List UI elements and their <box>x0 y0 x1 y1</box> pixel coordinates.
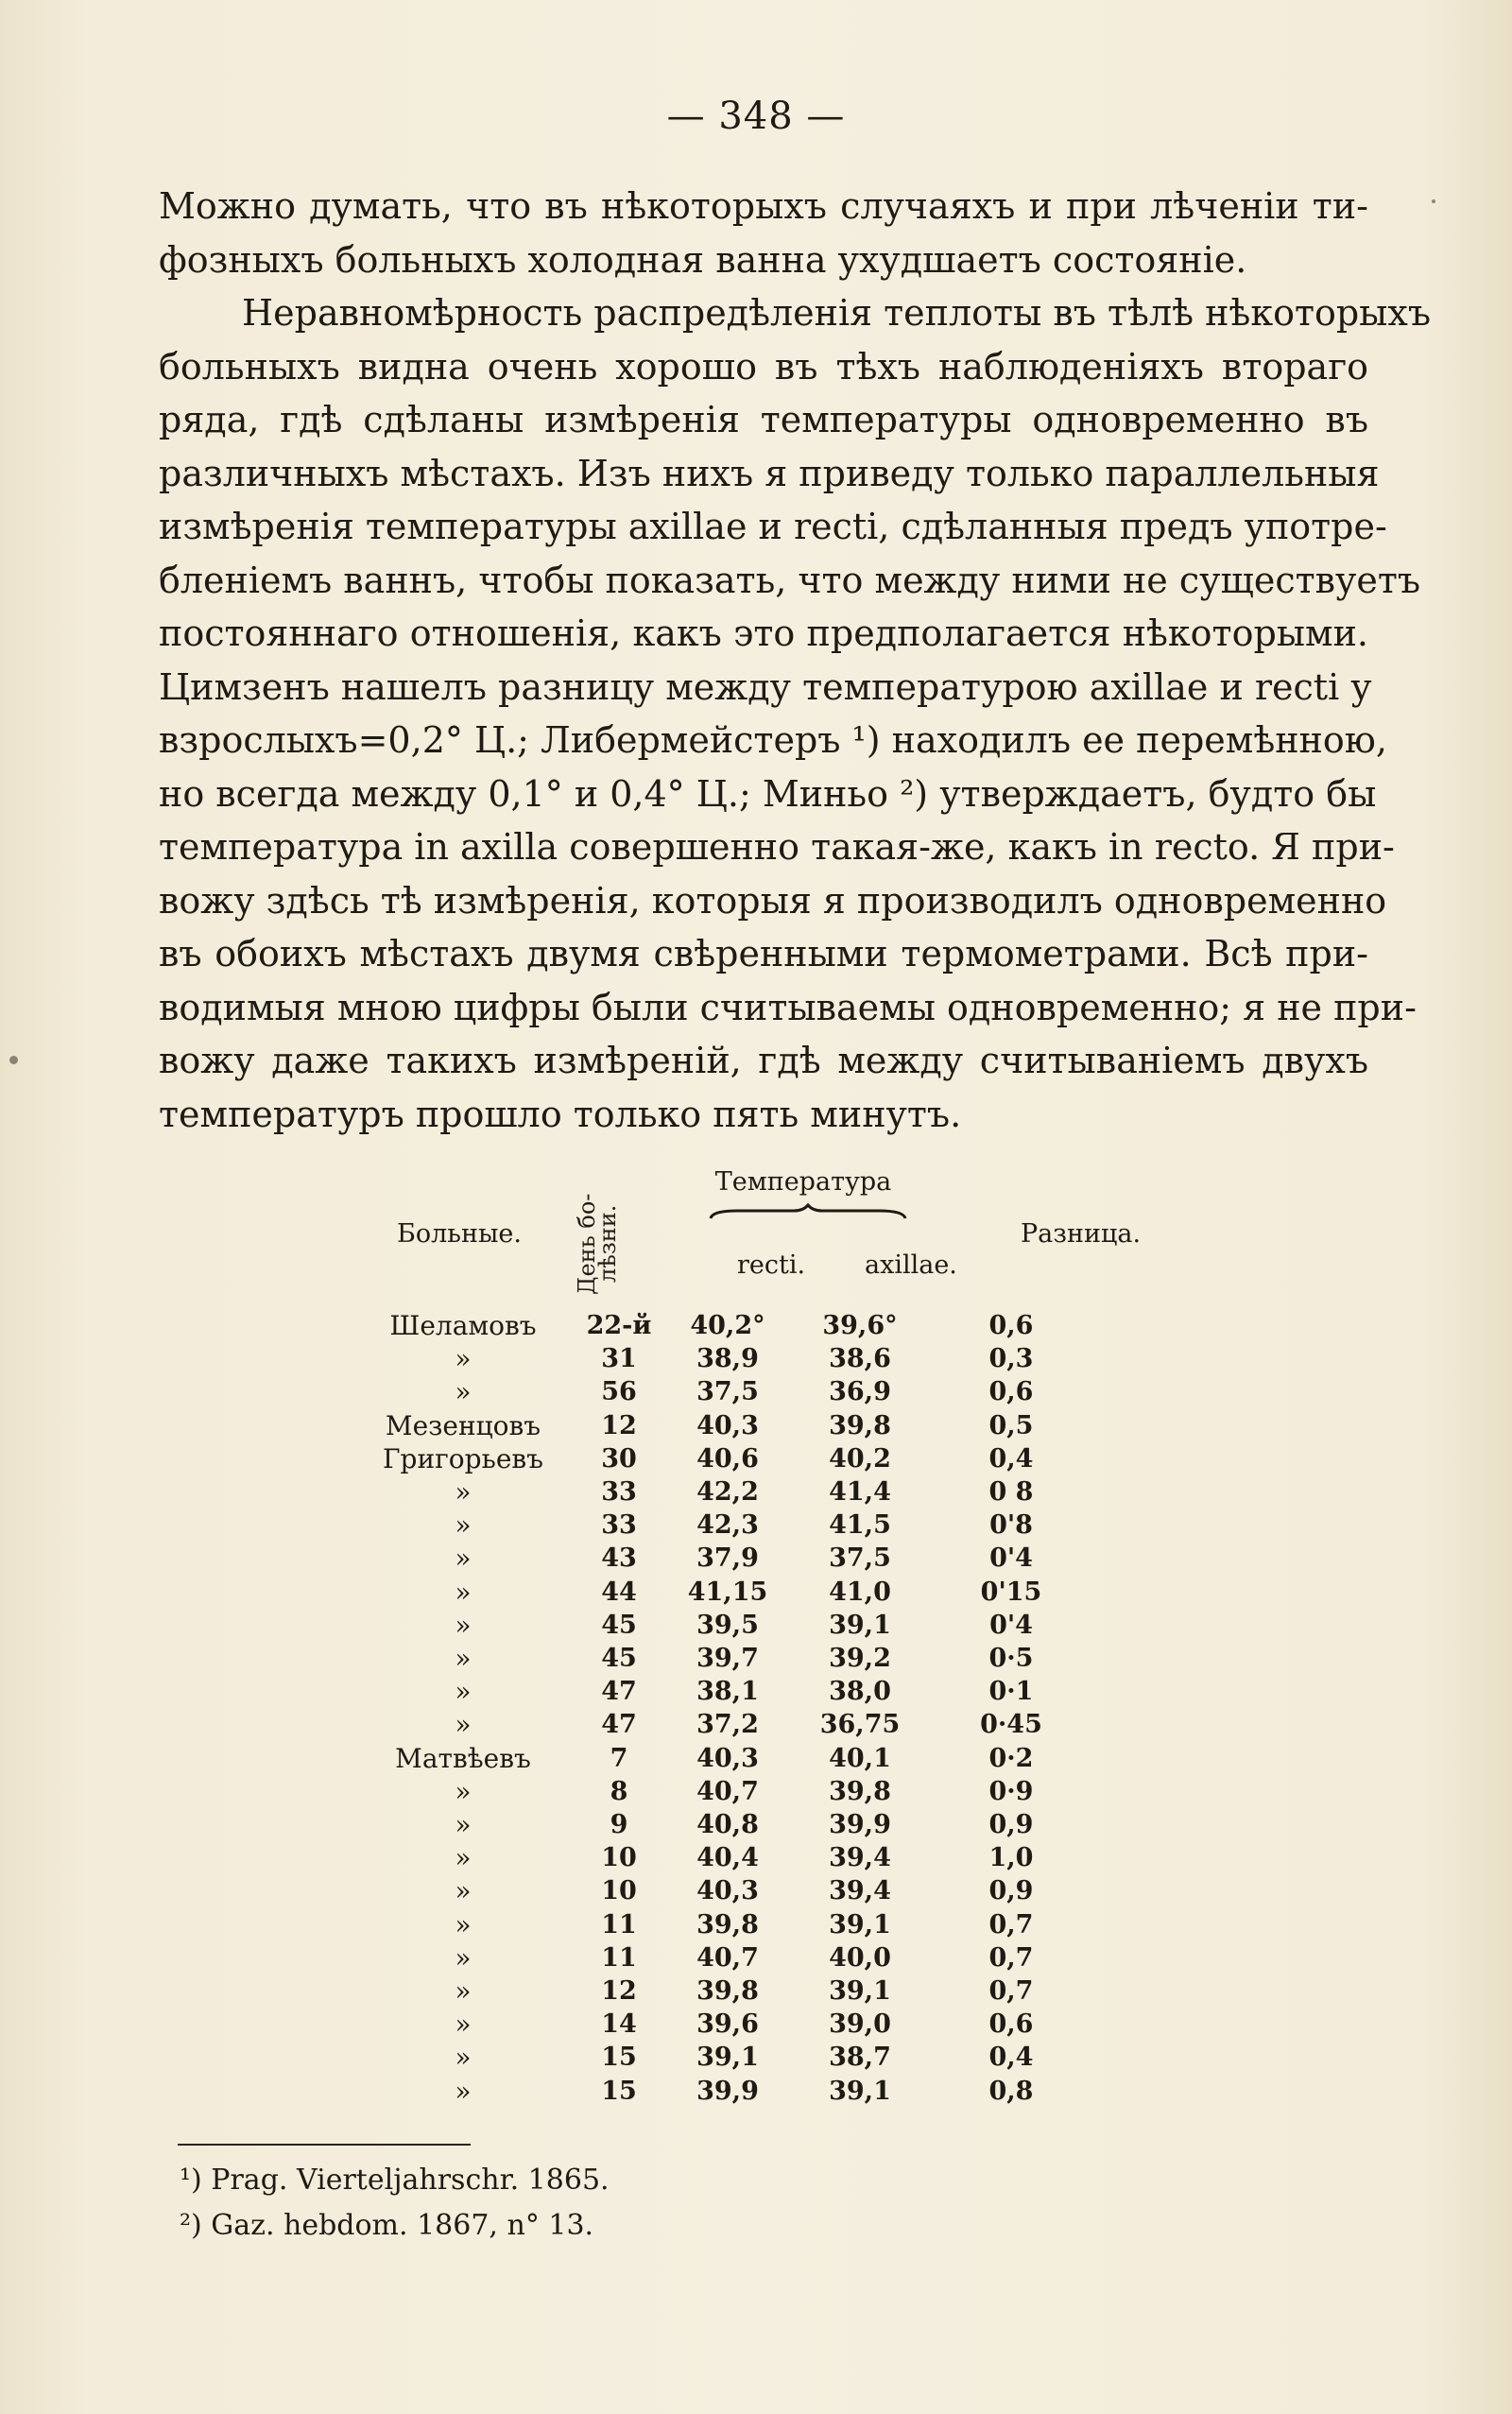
difference-cell: 0'8 <box>989 1510 1033 1541</box>
text-line: температура in axilla совершенно такая-же, какъ in recto. Я при- <box>159 826 1395 868</box>
patient-name-cell: » <box>455 1676 472 1708</box>
footnotes <box>180 2158 610 2249</box>
table-row <box>350 1874 1096 1907</box>
day-cell: 31 <box>601 1344 637 1374</box>
page-number: — 348 — <box>666 95 846 138</box>
text-line: въ обоихъ мѣстахъ двумя свѣренными термометрами. Всѣ при- <box>159 933 1368 974</box>
header-temperature: Температура <box>714 1167 892 1197</box>
table-row <box>350 1342 1096 1375</box>
axillae-cell: 39,2 <box>829 1644 891 1674</box>
table-row <box>350 1409 1096 1442</box>
patient-name-cell: Матвѣевъ <box>395 1742 531 1774</box>
axillae-cell: 40,2 <box>829 1443 891 1474</box>
table-row <box>350 2041 1096 2074</box>
footnote-text: Gaz. hebdom. 1867, n° 13. <box>211 2209 594 2242</box>
table-row <box>350 1375 1096 1408</box>
difference-cell: 0·9 <box>988 1776 1034 1806</box>
axillae-cell: 39,6° <box>822 1311 898 1340</box>
table-row <box>350 1941 1096 1974</box>
difference-cell: 0'15 <box>980 1577 1042 1607</box>
difference-cell: 0'4 <box>989 1610 1033 1640</box>
table-row <box>350 2008 1096 2041</box>
recti-cell: 42,2 <box>696 1477 759 1508</box>
day-cell: 9 <box>610 1810 628 1840</box>
day-cell: 44 <box>601 1577 637 1607</box>
header-difference: Разница. <box>1021 1219 1142 1249</box>
recti-cell: 40,3 <box>696 1876 759 1906</box>
difference-cell: 0·45 <box>980 1710 1042 1740</box>
difference-cell: 0·2 <box>988 1743 1034 1773</box>
day-cell: 11 <box>601 1909 637 1940</box>
table-row <box>350 1442 1096 1475</box>
day-cell: 7 <box>610 1743 628 1773</box>
text-line: Можно думать, что въ нѣкоторыхъ случаяхъ и при лѣченіи ти- <box>159 185 1368 227</box>
difference-cell: 0 8 <box>988 1477 1034 1508</box>
axillae-cell: 40,0 <box>829 1942 891 1973</box>
text-line: вожу даже такихъ измѣреній, гдѣ между считываніемъ двухъ <box>159 1040 1368 1081</box>
patient-name-cell: » <box>455 1643 472 1675</box>
recti-cell: 39,8 <box>696 1909 759 1940</box>
patient-name-cell: » <box>455 1809 472 1841</box>
header-axillae: axillae. <box>865 1250 957 1280</box>
table-row <box>350 1908 1096 1941</box>
day-cell: 30 <box>601 1443 637 1474</box>
text-line: ряда, гдѣ сдѣланы измѣренія температуры одновременно въ <box>159 399 1368 440</box>
recti-cell: 40,6 <box>696 1443 759 1474</box>
recti-cell: 42,3 <box>696 1510 759 1541</box>
difference-cell: 0,7 <box>988 1942 1034 1973</box>
table-row <box>350 1542 1096 1575</box>
difference-cell: 0·5 <box>988 1644 1034 1674</box>
difference-cell: 0,6 <box>988 2009 1034 2040</box>
recti-cell: 40,4 <box>696 1843 759 1873</box>
axillae-cell: 36,75 <box>819 1710 901 1740</box>
text-line: взрослыхъ=0,2° Ц.; Либермейстеръ ¹) находилъ ее перемѣнною, <box>159 719 1387 761</box>
recti-cell: 37,9 <box>696 1543 759 1574</box>
table-body <box>350 1309 1096 2108</box>
table-row <box>350 1675 1096 1708</box>
patient-name-cell: » <box>455 1941 472 1974</box>
table-header <box>350 1167 1200 1309</box>
recti-cell: 40,3 <box>696 1743 759 1773</box>
axillae-cell: 38,0 <box>829 1677 891 1707</box>
recti-cell: 37,2 <box>696 1710 759 1740</box>
patient-name-cell: » <box>455 1476 472 1509</box>
patient-name-cell: » <box>455 1908 472 1940</box>
footnote-divider <box>178 2144 471 2146</box>
recti-cell: 40,8 <box>696 1810 759 1840</box>
text-line: бленіемъ ваннъ, чтобы показать, что между ними не существуетъ <box>159 559 1421 601</box>
temperature-table <box>350 1167 1200 2107</box>
text-line: вожу здѣсь тѣ измѣренія, которыя я производилъ одновременно <box>159 879 1387 922</box>
table-row <box>350 1808 1096 1841</box>
axillae-cell: 39,4 <box>829 1843 891 1873</box>
text-line: измѣренія температуры axillae и recti, сдѣланныя предъ употре- <box>159 506 1387 547</box>
day-cell: 8 <box>610 1776 628 1806</box>
axillae-cell: 39,1 <box>829 2076 891 2106</box>
difference-cell: 0,7 <box>988 1976 1034 2007</box>
recti-cell: 40,2° <box>690 1311 765 1340</box>
day-cell: 10 <box>601 1876 637 1906</box>
patient-name-cell: » <box>455 1775 472 1807</box>
patient-name-cell: » <box>455 1376 472 1408</box>
day-cell: 12 <box>601 1410 637 1440</box>
text-line: но всегда между 0,1° и 0,4° Ц.; Миньо ²) утверждаетъ, будто бы <box>159 772 1377 815</box>
difference-cell: 0,6 <box>988 1377 1034 1407</box>
text-line: Неравномѣрность распредѣленія теплоты въ тѣлѣ нѣкоторыхъ <box>242 292 1432 334</box>
patient-name-cell: » <box>455 1709 472 1741</box>
text-line: водимыя мною цифры были считываемы одновременно; я не при- <box>159 986 1417 1028</box>
day-cell: 45 <box>601 1644 637 1674</box>
patient-name-cell: » <box>455 1875 472 1907</box>
axillae-cell: 38,7 <box>829 2043 891 2073</box>
patient-name-cell: » <box>455 1842 472 1874</box>
difference-cell: 0·1 <box>988 1677 1034 1707</box>
difference-cell: 0,7 <box>988 1909 1034 1940</box>
table-row <box>350 1841 1096 1874</box>
day-cell: 45 <box>601 1610 637 1640</box>
day-cell: 10 <box>601 1843 637 1873</box>
recti-cell: 39,5 <box>696 1610 759 1640</box>
patient-name-cell: » <box>455 1576 472 1608</box>
patient-name-cell: Мезенцовъ <box>385 1409 541 1441</box>
footnote-mark: ¹) <box>180 2164 202 2197</box>
axillae-cell: 39,8 <box>829 1410 891 1440</box>
table-row <box>350 1775 1096 1808</box>
recti-cell: 41,15 <box>687 1577 768 1607</box>
day-cell: 14 <box>601 2009 637 2040</box>
axillae-cell: 41,5 <box>829 1510 891 1541</box>
header-day-of-illness: День бо-лѣзни. <box>574 1193 621 1295</box>
recti-cell: 39,7 <box>696 1644 759 1674</box>
ink-speck <box>9 1056 18 1064</box>
day-cell: 47 <box>601 1677 637 1707</box>
recti-cell: 38,1 <box>696 1677 759 1707</box>
axillae-cell: 39,1 <box>829 1909 891 1940</box>
day-cell: 22-й <box>586 1311 652 1340</box>
text-line: температуръ прошло только пять минутъ. <box>159 1093 962 1135</box>
difference-cell: 0,6 <box>988 1311 1034 1340</box>
axillae-cell: 36,9 <box>829 1377 891 1407</box>
text-line: различныхъ мѣстахъ. Изъ нихъ я приведу только параллельныя <box>159 452 1380 494</box>
patient-name-cell: » <box>455 1609 472 1641</box>
text-line: больныхъ видна очень хорошо въ тѣхъ наблюденіяхъ втораго <box>159 345 1368 388</box>
difference-cell: 0,4 <box>988 2043 1034 2073</box>
recti-cell: 40,7 <box>696 1942 759 1973</box>
text-line: Цимзенъ нашелъ разницу между температурою axillae и recti у <box>159 665 1372 708</box>
axillae-cell: 40,1 <box>829 1743 891 1773</box>
table-row <box>350 1609 1096 1642</box>
recti-cell: 39,9 <box>696 2076 759 2106</box>
axillae-cell: 39,1 <box>829 1610 891 1640</box>
day-cell: 12 <box>601 1976 637 2007</box>
recti-cell: 40,7 <box>696 1776 759 1806</box>
axillae-cell: 39,9 <box>829 1810 891 1840</box>
axillae-cell: 39,4 <box>829 1876 891 1906</box>
recti-cell: 39,1 <box>696 2043 759 2073</box>
table-row <box>350 1742 1096 1775</box>
day-cell: 15 <box>601 2076 637 2106</box>
patient-name-cell: Шеламовъ <box>389 1310 537 1341</box>
body-text <box>159 180 1432 1141</box>
ink-speck <box>1432 199 1435 203</box>
axillae-cell: 39,1 <box>829 1976 891 2007</box>
day-cell: 56 <box>601 1377 637 1407</box>
recti-cell: 39,6 <box>696 2009 759 2040</box>
brace-icon <box>709 1203 907 1220</box>
patient-name-cell: » <box>455 2042 472 2074</box>
paragraph-1 <box>159 180 1368 286</box>
patient-name-cell: » <box>455 2009 472 2041</box>
footnote-1 <box>180 2158 610 2203</box>
patient-name-cell: » <box>455 1975 472 2008</box>
table-row <box>350 1475 1096 1509</box>
day-cell: 33 <box>601 1477 637 1508</box>
table-row <box>350 2075 1096 2108</box>
data-table <box>350 1309 1096 2108</box>
text-line: постояннаго отношенія, какъ это предполагается нѣкоторыми. <box>159 612 1368 654</box>
axillae-cell: 38,6 <box>829 1344 891 1374</box>
difference-cell: 0,8 <box>988 2076 1034 2106</box>
footnote-text: Prag. Vierteljahrschr. 1865. <box>211 2164 610 2197</box>
axillae-cell: 41,4 <box>829 1477 891 1508</box>
header-patients: Больные. <box>397 1219 522 1249</box>
patient-name-cell: Григорьевъ <box>383 1442 543 1474</box>
difference-cell: 0,5 <box>988 1410 1034 1440</box>
difference-cell: 0'4 <box>989 1543 1033 1574</box>
day-cell: 15 <box>601 2043 637 2073</box>
table-row <box>350 1974 1096 2008</box>
patient-name-cell: » <box>455 2075 472 2107</box>
difference-cell: 0,9 <box>988 1876 1034 1906</box>
difference-cell: 0,9 <box>988 1810 1034 1840</box>
table-row <box>350 1309 1096 1342</box>
difference-cell: 0,3 <box>988 1344 1034 1374</box>
difference-cell: 0,4 <box>988 1443 1034 1474</box>
day-cell: 43 <box>601 1543 637 1574</box>
day-cell: 47 <box>601 1710 637 1740</box>
axillae-cell: 39,0 <box>829 2009 891 2040</box>
footnote-mark: ²) <box>180 2209 202 2242</box>
recti-cell: 38,9 <box>696 1344 759 1374</box>
footnote-2 <box>180 2203 610 2249</box>
recti-cell: 39,8 <box>696 1976 759 2007</box>
paragraph-2 <box>159 286 1432 1141</box>
day-cell: 33 <box>601 1510 637 1541</box>
table-row <box>350 1509 1096 1542</box>
day-cell: 11 <box>601 1942 637 1973</box>
recti-cell: 40,3 <box>696 1410 759 1440</box>
axillae-cell: 37,5 <box>829 1543 891 1574</box>
difference-cell: 1,0 <box>988 1843 1034 1873</box>
table-row <box>350 1708 1096 1741</box>
patient-name-cell: » <box>455 1509 472 1542</box>
text-line: фозныхъ больныхъ холодная ванна ухудшаетъ состояніе. <box>159 238 1247 281</box>
patient-name-cell: » <box>455 1343 472 1375</box>
table-row <box>350 1642 1096 1675</box>
header-recti: recti. <box>737 1250 806 1280</box>
patient-name-cell: » <box>455 1543 472 1575</box>
recti-cell: 37,5 <box>696 1377 759 1407</box>
axillae-cell: 39,8 <box>829 1776 891 1806</box>
axillae-cell: 41,0 <box>829 1577 891 1607</box>
table-row <box>350 1576 1096 1609</box>
